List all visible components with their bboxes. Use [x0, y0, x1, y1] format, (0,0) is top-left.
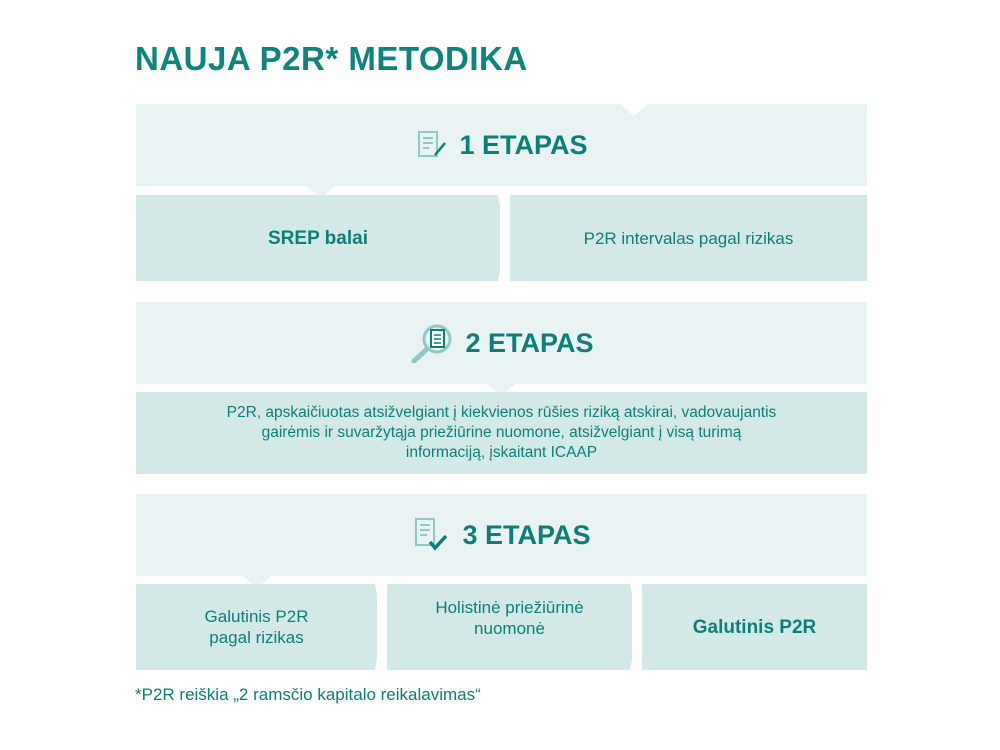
- stage-1-header: [136, 104, 867, 186]
- stage-3-label: 3 ETAPAS: [462, 519, 591, 550]
- stage-2-label: 2 ETAPAS: [465, 327, 594, 358]
- page-title: NAUJA P2R* METODIKA: [135, 40, 528, 77]
- stage-1-label: 1 ETAPAS: [459, 129, 588, 160]
- stage-3-cell-final-by-risk: Galutinis P2R pagal rizikas: [136, 584, 377, 670]
- stage-2-cell-description: P2R, apskaičiuotas atsižvelgiant į kiekvienos rūšies riziką atskirai, vadovaujantis gairėmis ir suvaržytąja priežiūrine nuomone, atsižvelgiant į visą turimą informaciją, įskaitant ICAAP: [136, 392, 867, 474]
- stage-3-header: [136, 494, 867, 576]
- footnote: *P2R reiškia „2 ramsčio kapitalo reikalavimas“: [135, 685, 481, 704]
- document-check-icon: [412, 517, 450, 553]
- stage-3-cell-holistic: Holistinė priežiūrinė nuomonė: [387, 584, 632, 670]
- magnifier-document-icon: [409, 323, 453, 363]
- stage-1-cell-srep: SREP balai: [136, 195, 500, 281]
- stage-2-header: [136, 302, 867, 384]
- stage-1-cell-interval: P2R intervalas pagal rizikas: [510, 195, 867, 281]
- stage-3-cell-final: Galutinis P2R: [642, 584, 867, 670]
- document-pen-icon: [415, 129, 447, 161]
